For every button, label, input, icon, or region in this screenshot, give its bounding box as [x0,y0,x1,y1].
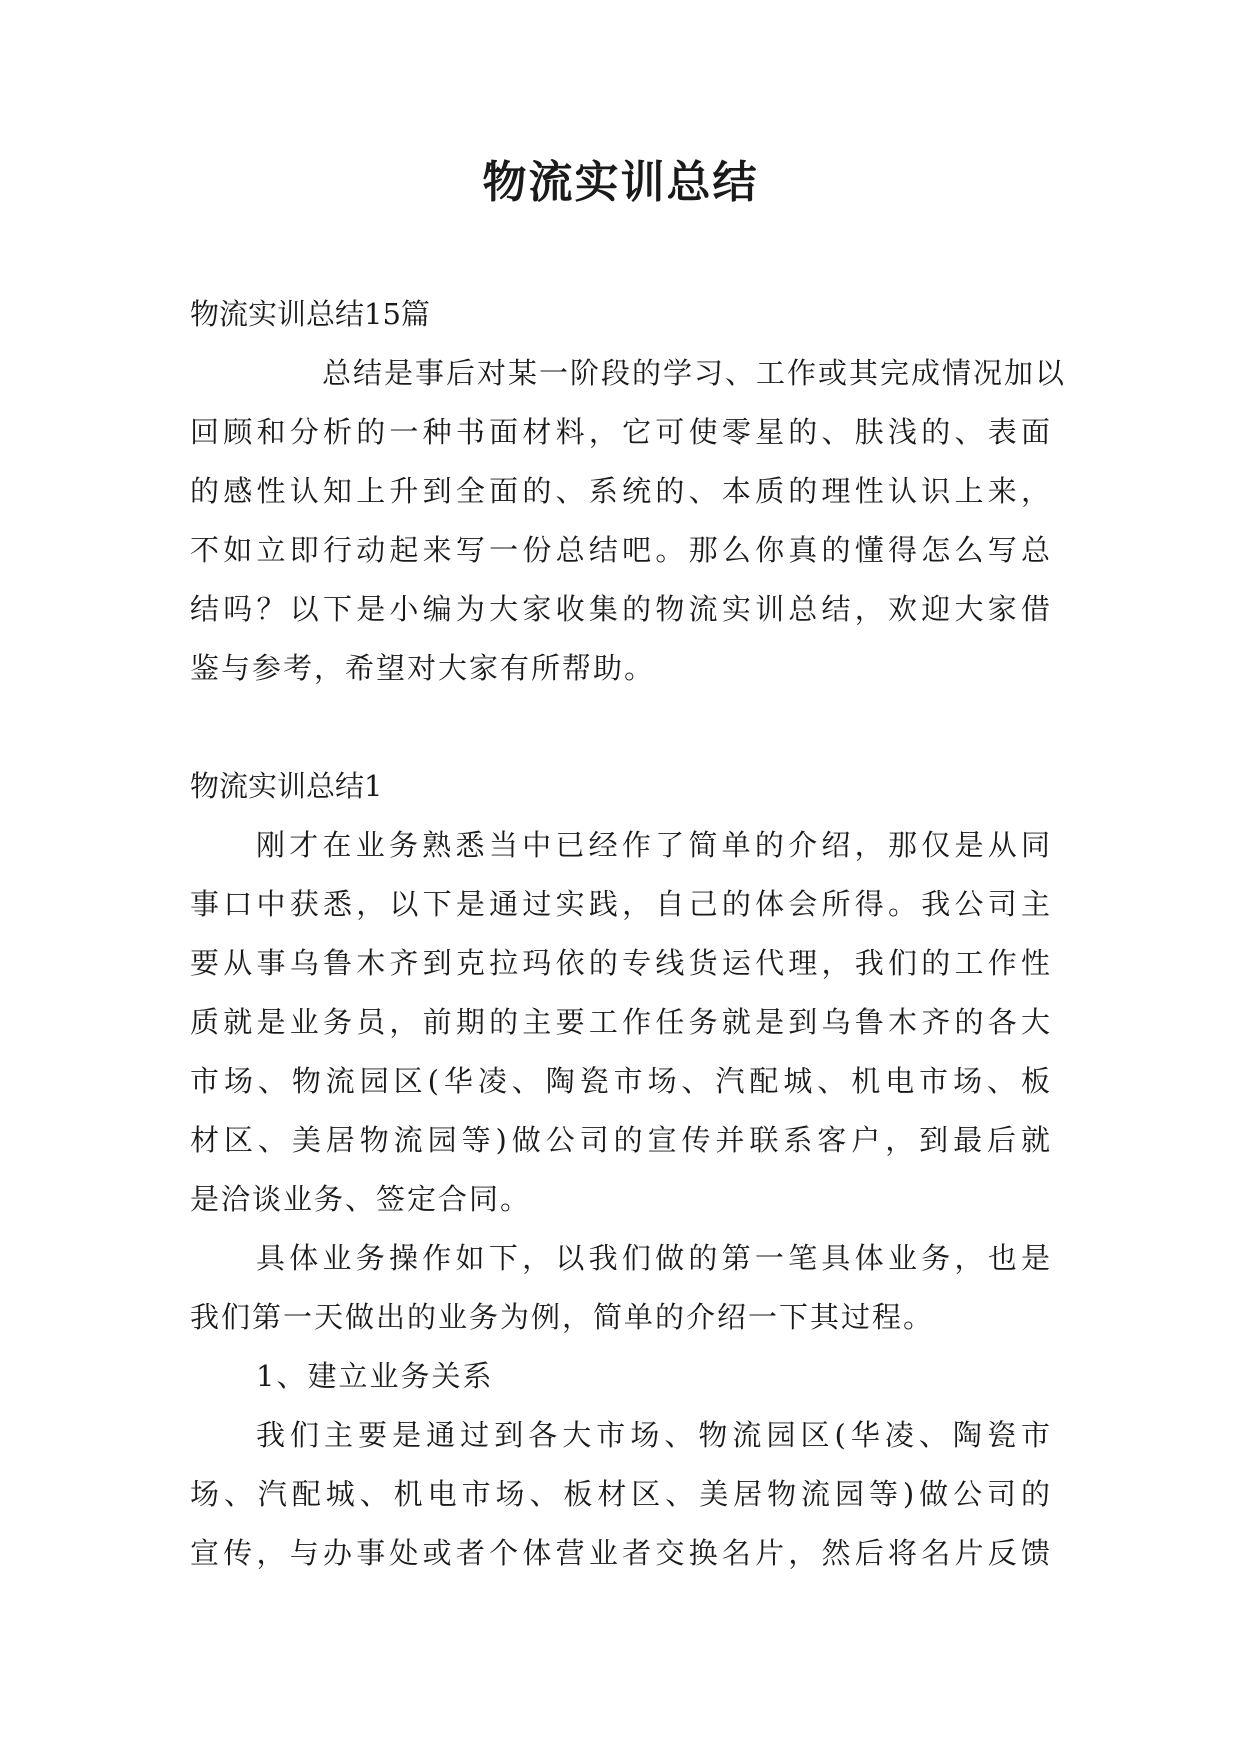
paragraph-line: 材区、美居物流园等)做公司的宣传并联系客户，到最后就 [190,1123,1052,1157]
subheading-block [190,1347,1052,1406]
document-title: 物流实训总结 [482,157,759,208]
section-gap [190,698,1052,757]
paragraph-line: 鉴与参考，希望对大家有所帮助。 [190,651,656,685]
section-heading: 物流实训总结1 [190,769,383,803]
paragraph-line: 我们主要是通过到各大市场、物流园区(华凌、陶瓷市 [256,1418,1052,1452]
paragraph-line: 刚才在业务熟悉当中已经作了简单的介绍，那仅是从同 [256,828,1052,862]
paragraph-line: 不如立即行动起来写一份总结吧。那么你真的懂得怎么写总 [190,533,1052,567]
paragraph-line: 结吗？以下是小编为大家收集的物流实训总结，欢迎大家借 [190,592,1052,626]
paragraph-line: 要从事乌鲁木齐到克拉玛依的专线货运代理，我们的工作性 [190,946,1052,980]
intro-heading: 物流实训总结15篇 [190,297,430,331]
paragraph-line: 是洽谈业务、签定合同。 [190,1182,532,1216]
paragraph-line: 质就是业务员，前期的主要工作任务就是到乌鲁木齐的各大 [190,1005,1052,1039]
paragraph-line: 场、汽配城、机电市场、板材区、美居物流园等)做公司的 [190,1477,1052,1511]
section1-paragraph-3 [190,1406,1052,1583]
document-body [190,285,1067,1583]
paragraph-line: 回顾和分析的一种书面材料，它可使零星的、肤浅的、表面 [190,415,1052,449]
paragraph-line: 事口中获悉，以下是通过实践，自己的体会所得。我公司主 [190,887,1052,921]
paragraph-line: 具体业务操作如下，以我们做的第一笔具体业务，也是 [256,1241,1052,1275]
paragraph-line: 市场、物流园区(华凌、陶瓷市场、汽配城、机电市场、板 [190,1064,1052,1098]
subheading: 1、建立业务关系 [256,1359,494,1393]
section1-paragraph-2 [190,1229,1052,1347]
section1-paragraph-1 [190,816,1052,1229]
paragraph-line: 我们第一天做出的业务为例，简单的介绍一下其过程。 [190,1300,935,1334]
intro-paragraph [190,344,1067,698]
paragraph-line: 总结是事后对某一阶段的学习、工作或其完成情况加以 [322,356,1067,390]
paragraph-line: 的感性认知上升到全面的、系统的、本质的理性认识上来， [190,474,1052,508]
paragraph-line: 宣传，与办事处或者个体营业者交换名片，然后将名片反馈 [190,1536,1052,1570]
